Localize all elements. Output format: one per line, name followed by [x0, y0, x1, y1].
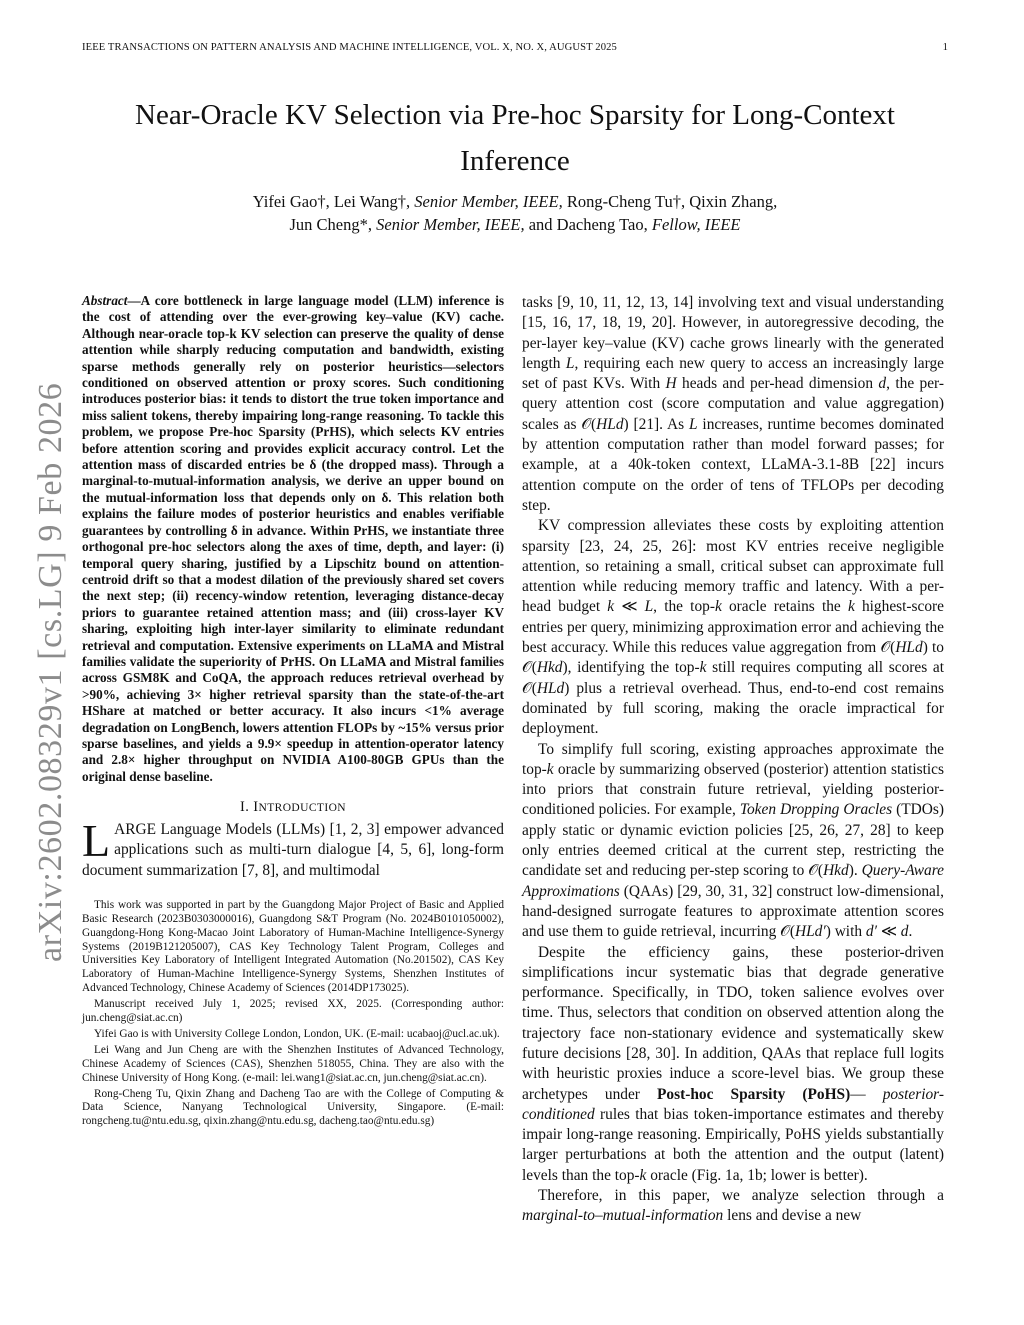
footnotes — [82, 899, 504, 1130]
body-paragraph: To simplify full scoring, existing approaches approximate the top-k oracle by summarizing observed (posterior) attention statistics into priors that constrain future retrieval, yielding posterior-conditioned policies. For example, Token Dropping Oracles (TDOs) apply static or dynamic eviction policies [25, 26, 27, 28] to keep only entries deemed critical at the current step, restricting the candidate set and reducing per-step scoring to 𝒪(Hkd). Query-Aware Approximations (QAAs) [29, 30, 31, 32] construct low-dimensional, hand-designed surrogate features to approximate attention scores and use them to guide retrieval, incurring 𝒪(HLd′) with d′ ≪ d. — [522, 740, 945, 941]
section-heading — [82, 799, 504, 816]
intro-text: ARGE Language Models (LLMs) [1, 2, 3] empower advanced applications such as multi-turn dialogue [4, 5, 6], long-form document summarization [7, 8], and multimodal — [82, 821, 504, 879]
section-number: I. — [240, 799, 250, 816]
footnote: Lei Wang and Jun Cheng are with the Shenzhen Institutes of Advanced Technology, Chinese Academy of Sciences (CAS), Shenzhen 518055, China. They are also with the Chinese University of Hong Kong. (e-mail: lei.wang1@siat.ac.cn, jun.cheng@siat.ac.cn). — [82, 1043, 504, 1084]
section-title-initial: I — [253, 799, 259, 816]
abstract — [82, 293, 504, 785]
right-column — [522, 293, 944, 1227]
arxiv-watermark: arXiv:2602.08329v1 [cs.LG] 9 Feb 2026 — [32, 382, 69, 962]
footnote: Rong-Cheng Tu, Qixin Zhang and Dacheng Tao are with the College of Computing & Data Science, Nanyang Technological University, Singapore. (E-mail: rongcheng.tu@ntu.edu.sg, qixin.zhang@ntu.edu.sg, dacheng.tao@ntu.edu.sg) — [82, 1087, 504, 1128]
body-paragraph: KV compression alleviates these costs by exploiting attention sparsity [23, 24, 25, 26]: most KV entries receive negligible attention, so retaining a small, critical subset can approximate full attention while reducing memory traffic and latency. With a per-head budget k ≪ L, the top-k oracle retains the k highest-score entries per query, minimizing approximation error and achieving the best accuracy. While this reduces value aggregation from 𝒪(HLd) to 𝒪(Hkd), identifying the top-k still requires computing all scores at 𝒪(HLd) plus a retrieval overhead. Thus, end-to-end cost remains dominated by full scoring, making the oracle impractical for deployment. — [522, 517, 945, 738]
abstract-text: —A core bottleneck in large language model (LLM) inference is the cost of attending over the ever-growing key–value (KV) cache. Although near-oracle top-k KV selection can preserve the quality of dense attention while sharply reducing computation and bandwidth, existing sparse methods generally rely on posterior heuristics—selectors conditioned on observed attention or proxy scores. Such conditioning introduces posterior bias: it tends to distort the true token importance and miss salient tokens, thereby impairing long-range reasoning. To tackle this problem, we propose Pre-hoc Sparsity (PrHS), which selects KV entries before attention scoring and provides explicit accuracy control. Let the attention mass of discarded entries be δ (the dropped mass). Through a marginal-to-mutual-information analysis, we derive an upper bound on the mutual-information loss that depends only on δ. This relation both explains the failure modes of posterior heuristics and enables verifiable guarantees by controlling δ in advance. Within PrHS, we instantiate three orthogonal pre-hoc selectors along the axes of time, depth, and layer: (i) temporal query sharing, justified by a Lipschitz bound on attention-centroid drift so that a modest dilation of the previously shared set covers the next step; (ii) recency-window retention, leveraging distance-decay priors to guarantee retained attention mass; and (iii) cross-layer KV sharing, exploiting high inter-layer similarity to eliminate redundant retrieval and computation. Extensive experiments on LLaMA and Mistral families validate the superiority of PrHS. On LLaMA and Mistral families across GSM8K and CoQA, the approach reduces retrieval overhead by >90%, achieving 3× higher retrieval sparsity than the state-of-the-art HShare at matched or better accuracy. It also incurs <1% average degradation on LongBench, lowers attention FLOPs by ~15% versus prior sparse baselines, and yields a 9.9× speedup in attention-operator latency and 2.8× higher throughput on NVIDIA A100-80GB GPUs than the original dense baseline. — [82, 293, 504, 784]
paper-title: Near-Oracle KV Selection via Pre-hoc Sparsity for Long-Context Inference — [135, 99, 895, 177]
running-header — [82, 42, 948, 53]
author-list — [82, 190, 948, 236]
author-line-1: Yifei Gao†, Lei Wang†, Senior Member, IEEE, Rong-Cheng Tu†, Qixin Zhang, — [252, 192, 778, 211]
section-title-rest: NTRODUCTION — [258, 802, 346, 815]
author-line-2: Jun Cheng*, Senior Member, IEEE, and Dacheng Tao, Fellow, IEEE — [289, 215, 741, 234]
footnote: Yifei Gao is with University College London, London, UK. (E-mail: ucabaoj@ucl.ac.uk). — [94, 1027, 500, 1040]
left-column — [82, 293, 504, 1131]
journal-name: IEEE TRANSACTIONS ON PATTERN ANALYSIS AND MACHINE INTELLIGENCE, VOL. X, NO. X, AUGUST 2025 — [82, 42, 617, 53]
drop-cap: L — [82, 815, 111, 867]
page-number: 1 — [942, 42, 948, 53]
footnote: This work was supported in part by the Guangdong Major Project of Basic and Applied Basic Research (2023B0303000016), Guangdong S&T Program (No. 2024B0101050002), Guangdong-Hong Kong-Macao Joint Laboratory of Human-Machine Intelligence-Synergy Systems (2019B121205007), CAS Key Technology Talent Program, Colleges and Universities Key Laboratory of Intelligent Integrated Automation (No.201502), CAS Key Laboratory of Human-Machine Intelligence-Synergy Systems, Shenzhen Institutes of Advanced Technology, Chinese Academy of Sciences (2014DP173025). — [82, 898, 504, 995]
intro-paragraph — [82, 815, 504, 881]
footnote: Manuscript received July 1, 2025; revised XX, 2025. (Corresponding author: jun.cheng@siat.ac.cn) — [82, 998, 504, 1025]
abstract-label: Abstract — [82, 293, 128, 308]
body-paragraph: tasks [9, 10, 11, 12, 13, 14] involving text and visual understanding [15, 16, 17, 18, 19, 20]. However, in autoregressive decoding, the per-layer key–value (KV) cache grows linearly with the generated length L, requiring each new query to access an increasingly large set of past KVs. With H heads and per-head dimension d, the per-query attention cost (score computation and value aggregation) scales as 𝒪(HLd) [21]. As L increases, runtime becomes dominated by attention computation rather than model forward passes; for example, at a 40k-token context, LLaMA-3.1-8B [22] incurs attention compute on the order of tens of TFLOPs per decoding step. — [522, 294, 944, 514]
body-paragraph: Despite the efficiency gains, these posterior-driven simplifications incur systematic bias that degrade generative performance. Specifically, in TDO, token salience evolves over time. Thus, selectors that condition on observed attention along the trajectory face non-stationary evidence and systematically skew future decisions [28, 30]. In addition, QAAs that replace full logits with heuristic proxies induce a score-level bias. We group these archetypes under Post-hoc Sparsity (PoHS)— posterior-conditioned rules that bias token-importance estimates and thereby impair long-range reasoning. Empirically, PoHS yields substantially larger perturbations at both the attention and the output (latent) levels than the top-k oracle (Fig. 1a, 1b; lower is better). — [522, 943, 944, 1184]
body-paragraph: Therefore, in this paper, we analyze selection through a marginal-to–mutual-information lens and devise a new — [522, 1187, 944, 1225]
